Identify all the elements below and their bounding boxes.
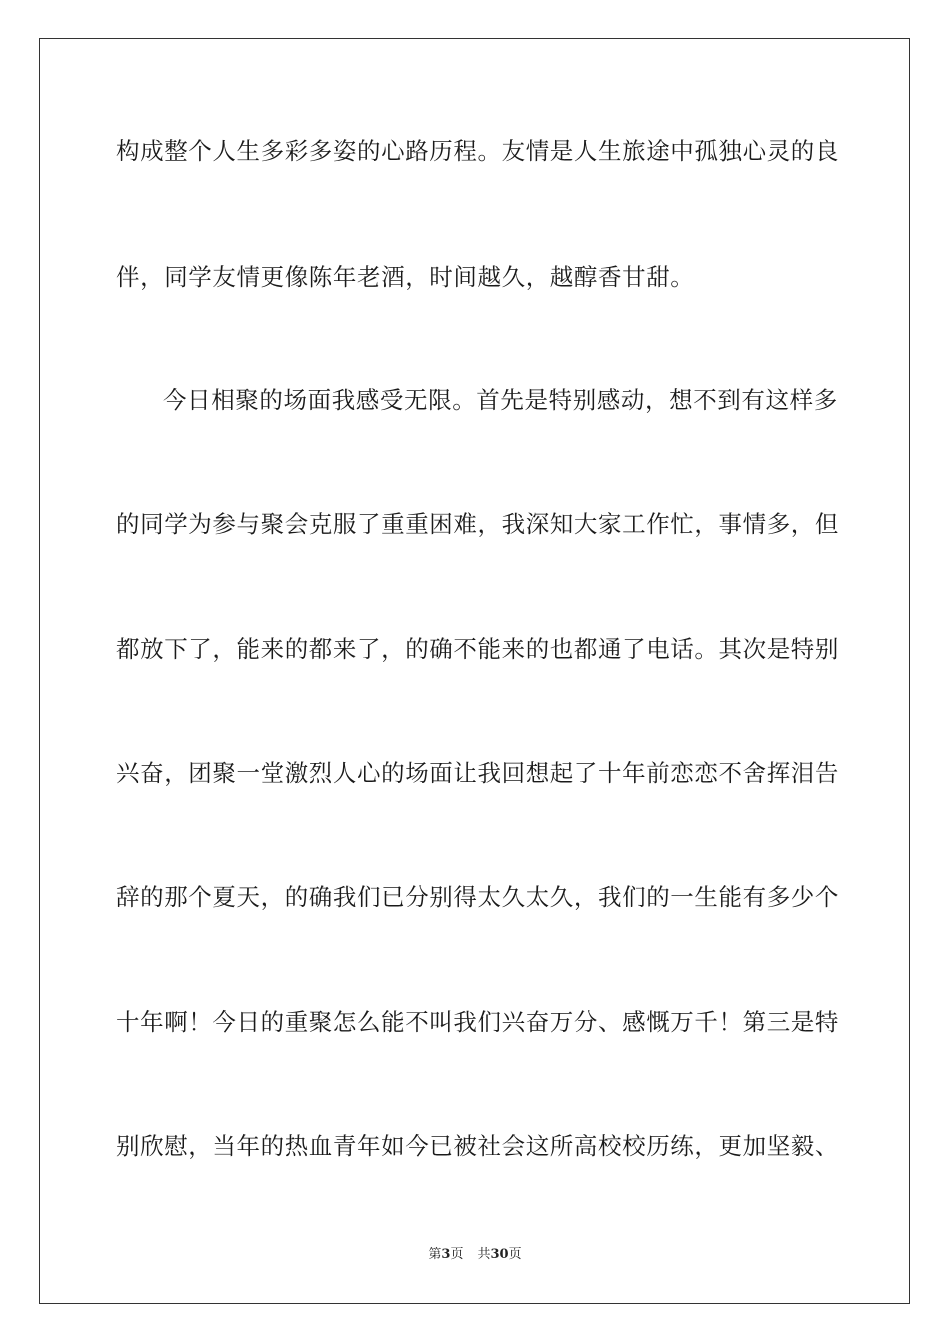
total-page-count: 30 bbox=[490, 1247, 509, 1262]
text-line-8: 十年啊！今日的重聚怎么能不叫我们兴奋万分、感慨万千！第三是特 bbox=[116, 1008, 839, 1036]
text-line-4: 的同学为参与聚会克服了重重困难，我深知大家工作忙，事情多，但 bbox=[116, 510, 839, 538]
text-line-9: 别欣慰，当年的热血青年如今已被社会这所高校校历练，更加坚毅、 bbox=[116, 1132, 839, 1160]
total-label-suffix: 页 bbox=[508, 1247, 522, 1262]
total-label-prefix: 共 bbox=[477, 1247, 491, 1262]
page-border bbox=[39, 38, 910, 1304]
text-line-5: 都放下了，能来的都来了，的确不能来的也都通了电话。其次是特别 bbox=[116, 635, 839, 663]
text-line-6: 兴奋，团聚一堂激烈人心的场面让我回想起了十年前恋恋不舍挥泪告 bbox=[116, 759, 839, 787]
text-line-7: 辞的那个夏天，的确我们已分别得太久太久，我们的一生能有多少个 bbox=[116, 883, 839, 911]
text-line-2: 伴，同学友情更像陈年老酒，时间越久，越醇香甘甜。 bbox=[116, 263, 695, 291]
current-page-number: 3 bbox=[441, 1247, 451, 1262]
text-line-3: 今日相聚的场面我感受无限。首先是特别感动，想不到有这样多 bbox=[163, 386, 838, 414]
page-label-prefix: 第 bbox=[428, 1247, 442, 1262]
page-label-suffix: 页 bbox=[450, 1247, 464, 1262]
text-line-1: 构成整个人生多彩多姿的心路历程。友情是人生旅途中孤独心灵的良 bbox=[116, 137, 839, 165]
page-footer bbox=[0, 1246, 950, 1264]
